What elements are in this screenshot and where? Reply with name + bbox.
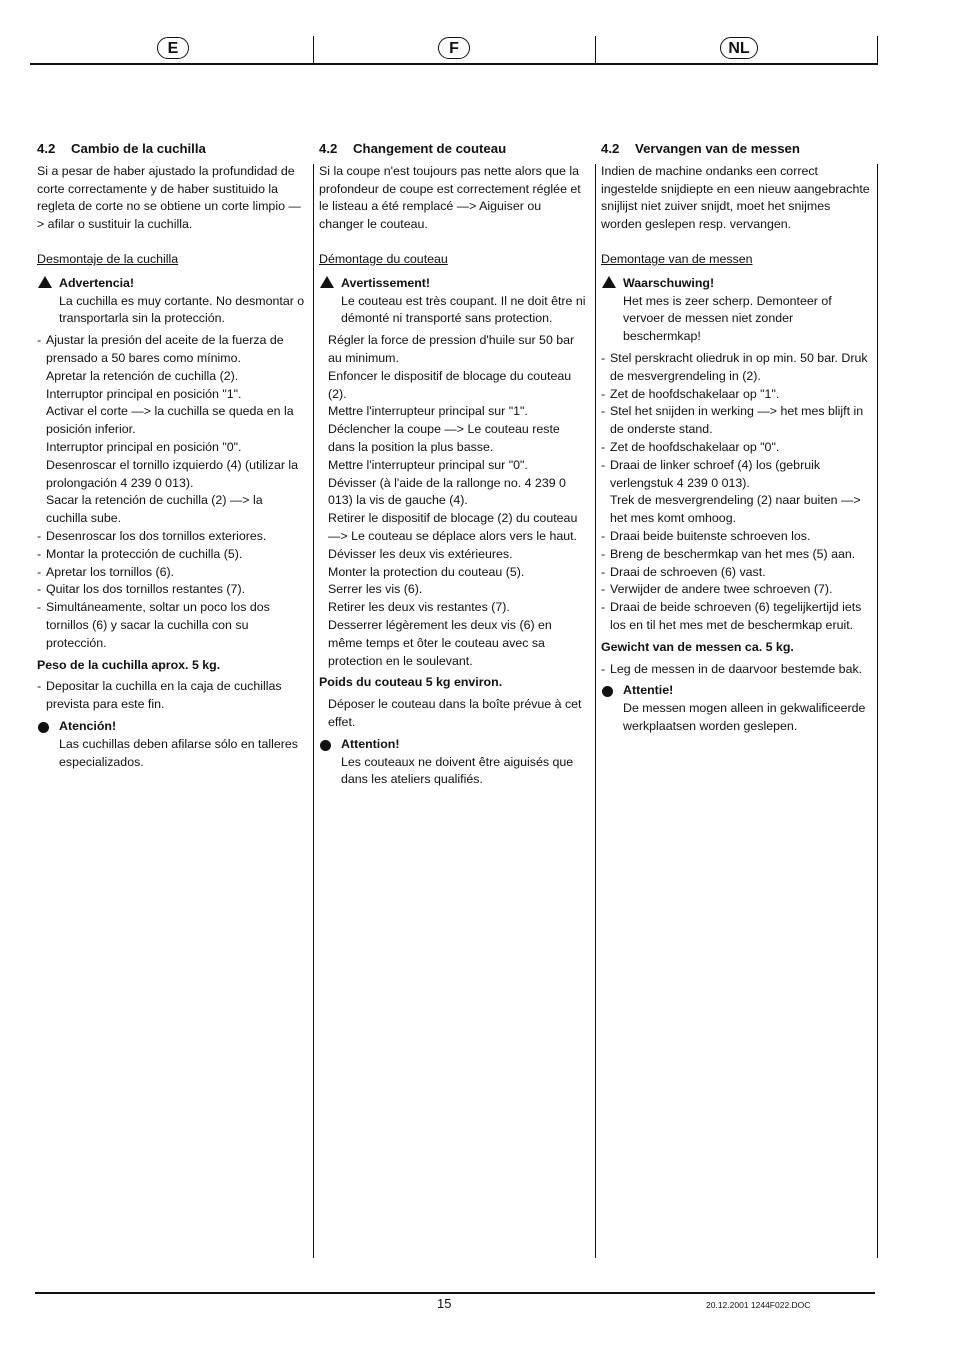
list-dash: - bbox=[601, 661, 606, 676]
warning-text: Le couteau est très coupant. Il ne doit être ni démonté ni transporté sans protection. bbox=[341, 293, 586, 326]
list-dash: - bbox=[601, 350, 606, 365]
section-title: Changement de couteau bbox=[353, 141, 507, 156]
step-text: Retirer les deux vis restantes (7). bbox=[328, 600, 510, 615]
step-text: Stel perskracht oliedruk in op min. 50 bar. Druk de mesvergrendeling in (2). bbox=[610, 350, 868, 383]
warning-title: Avertissement! bbox=[341, 275, 431, 290]
header-divider bbox=[595, 36, 596, 63]
list-dash: - bbox=[37, 600, 42, 615]
list-dash: - bbox=[601, 564, 606, 579]
list-dash: - bbox=[37, 333, 42, 348]
step-item bbox=[601, 439, 871, 457]
step-text: Serrer les vis (6). bbox=[328, 582, 423, 597]
step-text: Apretar la retención de cuchilla (2). bbox=[46, 368, 239, 383]
step-text: Draai de linker schroef (4) los (gebruik verlengstuk 4 239 0 013). bbox=[610, 457, 821, 490]
subheading: Desmontaje de la cuchilla bbox=[37, 251, 179, 266]
intro-paragraph: Si la coupe n'est toujours pas nette alors que la profondeur de coupe est correctement réglée et le listeau a été remplacé —> Aiguiser ou changer le couteau. bbox=[319, 163, 581, 232]
attention-title: Attentie! bbox=[623, 683, 674, 698]
attention-title: Attention! bbox=[341, 736, 400, 751]
language-badge-nl: NL bbox=[720, 37, 758, 59]
step-text: Monter la protection du couteau (5). bbox=[328, 564, 525, 579]
step-item bbox=[601, 528, 871, 546]
attention-dot-icon bbox=[602, 686, 613, 697]
attention-dot-icon bbox=[320, 740, 331, 751]
step-text: Draai de beide schroeven (6) tegelijkertijd iets los en til het mes met de beschermkap eruit. bbox=[610, 600, 862, 632]
step-text: Stel het snijden in werking —> het mes blijft in de onderste stand. bbox=[610, 404, 864, 437]
header-rule bbox=[30, 63, 878, 65]
step-text: Mettre l'interrupteur principal sur "1". bbox=[328, 404, 528, 419]
section-number: 4.2 bbox=[319, 141, 338, 156]
list-dash: - bbox=[601, 546, 606, 561]
page-number: 15 bbox=[437, 1296, 452, 1311]
list-dash: - bbox=[601, 600, 606, 615]
step-text: Draai beide buitenste schroeven los. bbox=[610, 528, 811, 543]
step-item bbox=[37, 457, 307, 493]
list-dash: - bbox=[601, 439, 606, 454]
step-text: Depositar la cuchilla en la caja de cuchillas prevista para este fin. bbox=[46, 679, 282, 712]
step-item bbox=[319, 581, 589, 599]
column-divider bbox=[313, 164, 314, 1258]
step-text: Dévisser les deux vis extérieures. bbox=[328, 546, 513, 561]
step-text: Apretar los tornillos (6). bbox=[46, 564, 175, 579]
step-text: Dévisser (à l'aide de la rallonge no. 4 239 0 013) la vis de gauche (4). bbox=[328, 475, 566, 508]
section-heading bbox=[319, 140, 589, 158]
attention-block bbox=[319, 736, 589, 789]
step-text: Breng de beschermkap van het mes (5) aan. bbox=[610, 546, 856, 561]
section-number: 4.2 bbox=[601, 141, 620, 156]
attention-text: Las cuchillas deben afilarse sólo en talleres especializados. bbox=[59, 736, 299, 769]
list-dash: - bbox=[601, 457, 606, 472]
column-divider bbox=[877, 164, 878, 1258]
list-dash: - bbox=[37, 582, 42, 597]
step-item bbox=[319, 599, 589, 617]
step-item bbox=[37, 368, 307, 386]
warning-text: Het mes is zeer scherp. Demonteer of vervoer de messen niet zonder beschermkap! bbox=[623, 293, 832, 344]
step-text: Simultáneamente, soltar un poco los dos tornillos (6) y sacar la cuchilla con su protección. bbox=[46, 600, 270, 650]
list-dash: - bbox=[37, 546, 42, 561]
step-item bbox=[601, 599, 871, 635]
section-heading bbox=[601, 140, 871, 158]
section-title: Vervangen van de messen bbox=[635, 141, 800, 156]
step-item bbox=[319, 368, 589, 404]
step-text: Enfoncer le dispositif de blocage du couteau (2). bbox=[328, 368, 572, 401]
step-item bbox=[601, 564, 871, 582]
step-item bbox=[37, 492, 307, 528]
step-item bbox=[601, 350, 871, 386]
step-text: Montar la protección de cuchilla (5). bbox=[46, 546, 243, 561]
warning-triangle-icon bbox=[320, 276, 334, 288]
step-text: Desenroscar el tornillo izquierdo (4) (utilizar la prolongación 4 239 0 013). bbox=[46, 457, 299, 490]
step-item bbox=[319, 546, 589, 564]
step-item bbox=[601, 386, 871, 404]
attention-block bbox=[601, 682, 871, 735]
step-text: Draai de schroeven (6) vast. bbox=[610, 564, 766, 579]
step-text: Desenroscar los dos tornillos exteriores. bbox=[46, 528, 267, 543]
step-item bbox=[37, 678, 307, 714]
step-item bbox=[319, 696, 589, 732]
column-dutch bbox=[601, 140, 871, 736]
step-item bbox=[37, 332, 307, 368]
warning-block bbox=[319, 275, 589, 328]
weight-note: Poids du couteau 5 kg environ. bbox=[319, 675, 503, 690]
step-item bbox=[37, 546, 307, 564]
language-badge-f: F bbox=[438, 37, 470, 59]
attention-text: De messen mogen alleen in gekwalificeerde werkplaatsen worden geslepen. bbox=[623, 701, 866, 733]
step-item bbox=[319, 457, 589, 475]
step-text: Mettre l'interrupteur principal sur "0". bbox=[328, 457, 528, 472]
step-text: Ajustar la presión del aceite de la fuerza de prensado a 50 bares como mínimo. bbox=[46, 333, 284, 365]
step-item bbox=[37, 439, 307, 457]
warning-block bbox=[601, 275, 871, 346]
step-item bbox=[601, 546, 871, 564]
subheading: Démontage du couteau bbox=[319, 251, 448, 266]
column-divider bbox=[595, 164, 596, 1258]
step-text: Zet de hoofdschakelaar op "1". bbox=[610, 386, 780, 401]
subheading: Demontage van de messen bbox=[601, 251, 753, 266]
step-item bbox=[37, 581, 307, 599]
step-item bbox=[319, 332, 589, 368]
step-text: Déclencher la coupe —> Le couteau reste dans la position la plus basse. bbox=[328, 422, 560, 454]
weight-note: Peso de la cuchilla aprox. 5 kg. bbox=[37, 657, 221, 672]
step-text: Verwijder de andere twee schroeven (7). bbox=[610, 582, 833, 597]
step-text: Interruptor principal en posición "1". bbox=[46, 386, 242, 401]
warning-title: Advertencia! bbox=[59, 275, 135, 290]
attention-block bbox=[37, 718, 307, 771]
step-text: Activar el corte —> la cuchilla se queda en la posición inferior. bbox=[46, 404, 294, 437]
weight-note: Gewicht van de messen ca. 5 kg. bbox=[601, 639, 794, 654]
step-item bbox=[319, 475, 589, 511]
step-item bbox=[319, 564, 589, 582]
header-divider bbox=[877, 36, 878, 63]
step-item bbox=[37, 564, 307, 582]
step-item bbox=[37, 403, 307, 439]
list-dash: - bbox=[601, 582, 606, 597]
header-divider bbox=[313, 36, 314, 63]
warning-triangle-icon bbox=[38, 276, 52, 288]
step-item bbox=[601, 581, 871, 599]
warning-title: Waarschuwing! bbox=[623, 275, 715, 290]
step-item bbox=[601, 661, 871, 679]
step-item bbox=[37, 599, 307, 652]
intro-paragraph: Indien de machine ondanks een correct ingestelde snijdiepte en een nieuw aangebrachte snijlijst niet zuiver snijdt, moet het snijmes worden geslepen resp. vervangen. bbox=[601, 163, 870, 232]
attention-title: Atención! bbox=[59, 718, 117, 733]
step-item bbox=[601, 403, 871, 439]
step-text: Zet de hoofdschakelaar op "0". bbox=[610, 439, 780, 454]
list-dash: - bbox=[601, 404, 606, 419]
warning-block bbox=[37, 275, 307, 328]
attention-text: Les couteaux ne doivent être aiguisés que dans les ateliers qualifiés. bbox=[341, 754, 574, 787]
step-text: Trek de mesvergrendeling (2) naar buiten —> het mes komt omhoog. bbox=[610, 493, 861, 526]
step-item bbox=[319, 403, 589, 421]
step-item bbox=[601, 457, 871, 493]
list-dash: - bbox=[37, 564, 42, 579]
attention-dot-icon bbox=[38, 722, 49, 733]
section-title: Cambio de la cuchilla bbox=[71, 141, 206, 156]
column-french bbox=[319, 140, 589, 789]
footer-rule bbox=[35, 1292, 875, 1294]
step-item bbox=[37, 386, 307, 404]
language-badge-e: E bbox=[157, 37, 189, 59]
step-item bbox=[37, 528, 307, 546]
step-item bbox=[319, 617, 589, 670]
step-text: Sacar la retención de cuchilla (2) —> la cuchilla sube. bbox=[46, 493, 263, 526]
step-text: Déposer le couteau dans la boîte prévue à cet effet. bbox=[328, 697, 582, 729]
warning-text: La cuchilla es muy cortante. No desmontar o transportarla sin la protección. bbox=[59, 293, 305, 326]
column-spanish bbox=[37, 140, 307, 771]
step-item bbox=[319, 421, 589, 457]
step-text: Retirer le dispositif de blocage (2) du couteau —> Le couteau se déplace alors vers le haut. bbox=[328, 511, 578, 543]
step-text: Régler la force de pression d'huile sur 50 bar au minimum. bbox=[328, 333, 575, 365]
step-text: Interruptor principal en posición "0". bbox=[46, 439, 242, 454]
warning-triangle-icon bbox=[602, 276, 616, 288]
step-text: Quitar los dos tornillos restantes (7). bbox=[46, 582, 246, 597]
list-dash: - bbox=[37, 679, 42, 694]
step-text: Leg de messen in de daarvoor bestemde bak. bbox=[610, 661, 863, 676]
section-number: 4.2 bbox=[37, 141, 56, 156]
section-heading bbox=[37, 140, 307, 158]
step-item bbox=[319, 510, 589, 546]
list-dash: - bbox=[601, 528, 606, 543]
list-dash: - bbox=[37, 528, 42, 543]
step-item bbox=[601, 492, 871, 528]
step-text: Desserrer légèrement les deux vis (6) en même temps et ôter le couteau avec sa protection en le soulevant. bbox=[328, 617, 552, 668]
document-reference: 20.12.2001 1244F022.DOC bbox=[706, 1300, 811, 1310]
intro-paragraph: Si a pesar de haber ajustado la profundidad de corte correctamente y de haber sustituido la regleta de corte no se obtiene un corte limpio —> afilar o sustituir la cuchilla. bbox=[37, 163, 301, 232]
list-dash: - bbox=[601, 386, 606, 401]
